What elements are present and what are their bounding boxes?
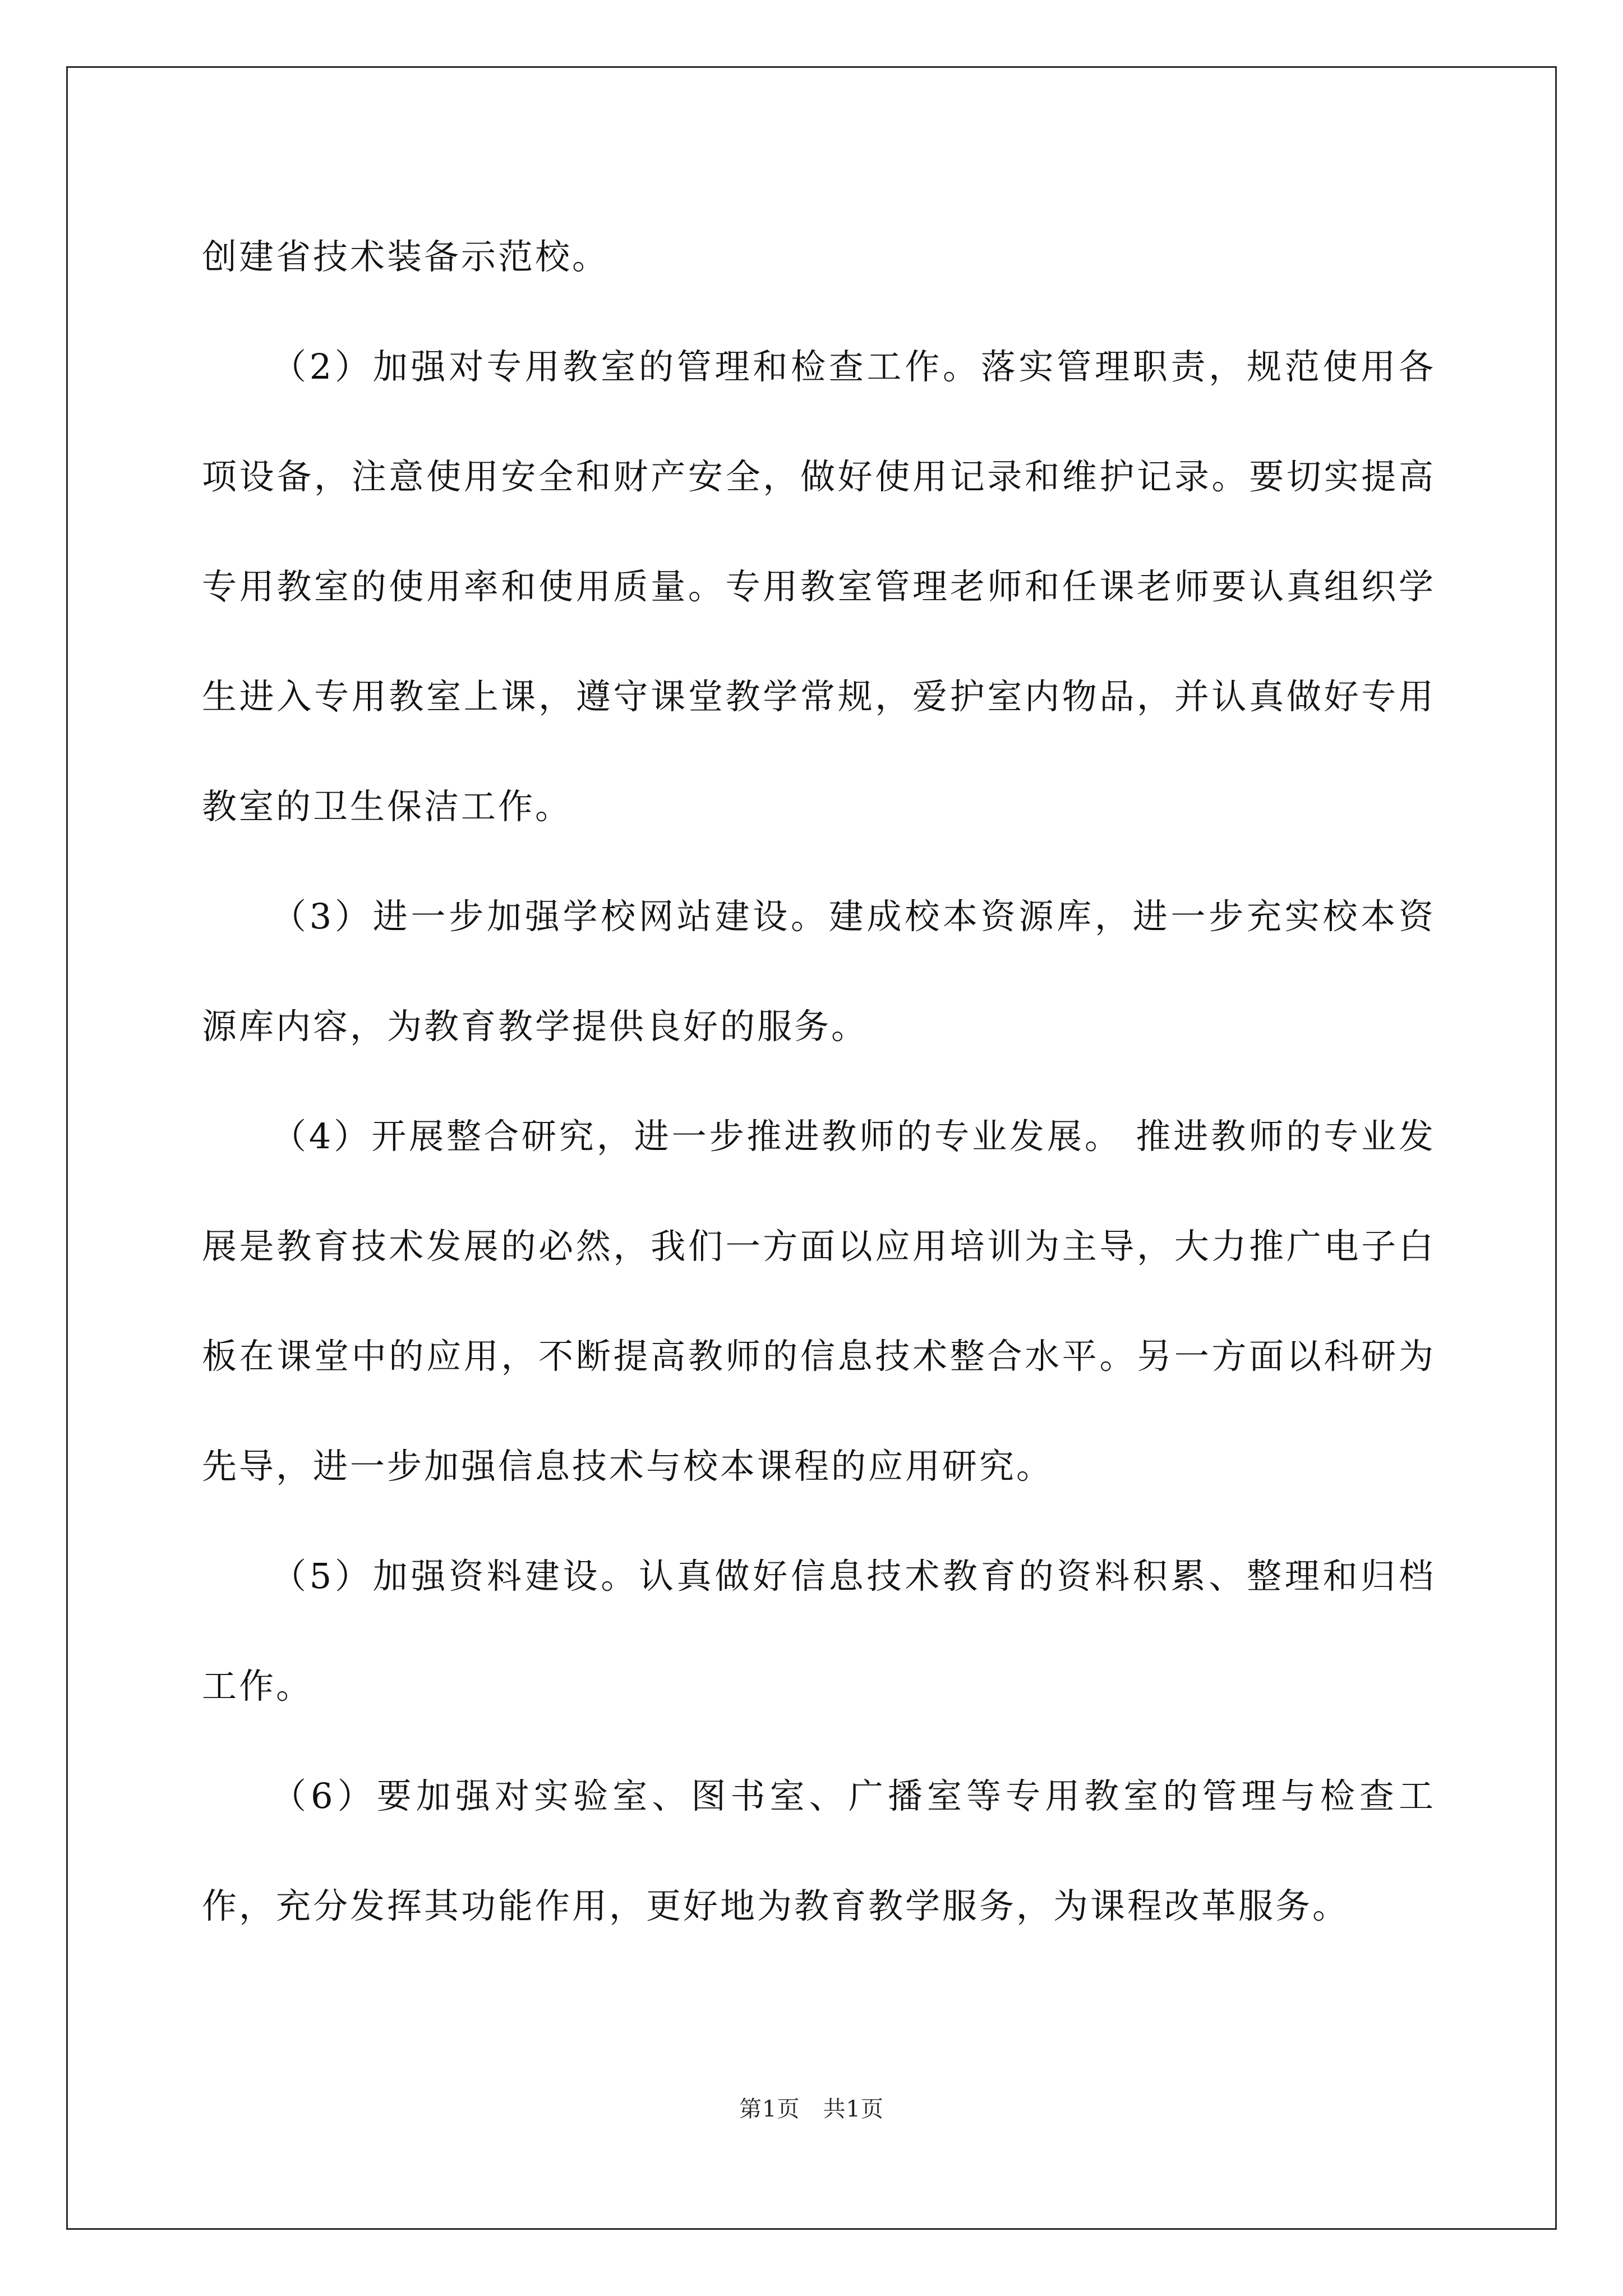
paragraph-4: （4）开展整合研究，进一步推进教师的专业发展。 推进教师的专业发展是教育技术发展的必然，我们一方面以应用培训为主导，大力推广电子白板在课堂中的应用，不断提高教师的信息技术整合水平。另一方面以科研为先导，进一步加强信息技术与校本课程的应用研究。 [202, 1116, 1436, 1487]
paragraph-1: 创建省技术装备示范校。 [202, 236, 610, 277]
document-body [202, 202, 1436, 1961]
paragraph-2: （2）加强对专用教室的管理和检查工作。落实管理职责，规范使用各项设备，注意使用安全和财产安全，做好使用记录和维护记录。要切实提高专用教室的使用率和使用质量。专用教室管理老师和任课老师要认真组织学生进入专用教室上课，遵守课堂教学常规，爱护室内物品，并认真做好专用教室的卫生保洁工作。 [202, 346, 1436, 827]
paragraph-5: （5）加强资料建设。认真做好信息技术教育的资料积累、整理和归档工作。 [202, 1556, 1436, 1706]
page-number-footer: 第1页 共1页 [739, 2096, 884, 2122]
paragraph-3: （3）进一步加强学校网站建设。建成校本资源库，进一步充实校本资源库内容，为教育教学提供良好的服务。 [202, 896, 1436, 1047]
paragraph-6: （6）要加强对实验室、图书室、广播室等专用教室的管理与检查工作，充分发挥其功能作用，更好地为教育教学服务，为课程改革服务。 [202, 1775, 1436, 1926]
